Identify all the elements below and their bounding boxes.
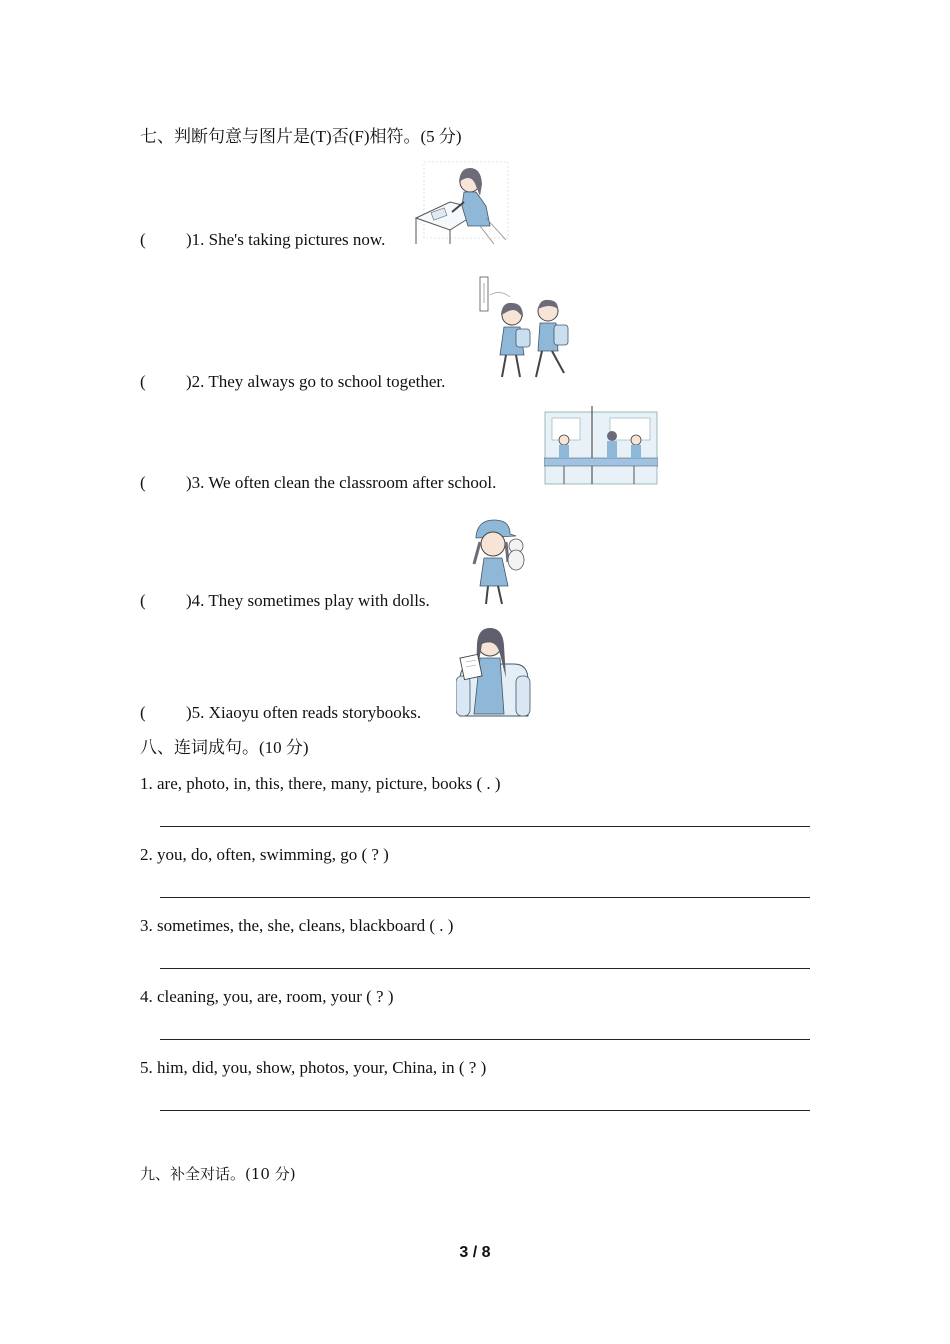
answer-paren: ( [140,591,146,610]
answer-paren: ( [140,230,146,249]
item-text: )3. We often clean the classroom after school. [186,473,497,492]
page-number: 3 / 8 [459,1244,491,1261]
section-7-item-5 [140,703,421,723]
section-7-item-1 [140,230,385,250]
children-walking-to-school-illustration [478,275,578,385]
answer-line-5[interactable] [160,1110,810,1111]
girl-reading-in-armchair-illustration [456,624,532,720]
girl-with-doll-illustration [466,514,532,608]
classroom-cleaning-illustration [544,406,658,486]
answer-paren: ( [140,473,146,492]
item-text: )2. They always go to school together. [186,372,446,391]
answer-line-1[interactable] [160,826,810,827]
section-7-item-3 [140,473,496,493]
sentence-prompt-3: 3. sometimes, the, she, cleans, blackboard ( . ) [140,916,454,935]
section-8-heading: 八、连词成句。(10 分) [140,738,309,757]
answer-paren: ( [140,703,146,722]
answer-line-2[interactable] [160,897,810,898]
answer-paren: ( [140,372,146,391]
sentence-prompt-2: 2. you, do, often, swimming, go ( ? ) [140,845,389,864]
section-7-heading: 七、判断句意与图片是(T)否(F)相符。(5 分) [140,127,462,146]
sentence-prompt-1: 1. are, photo, in, this, there, many, picture, books ( . ) [140,774,501,793]
section-7-item-2 [140,372,445,392]
section-9-heading: 九、补全对话。(10 分) [140,1165,296,1183]
sentence-prompt-5: 5. him, did, you, show, photos, your, China, in ( ? ) [140,1058,487,1077]
item-text: )1. She's taking pictures now. [186,230,386,249]
item-text: )5. Xiaoyu often reads storybooks. [186,703,422,722]
girl-at-desk-illustration [410,160,510,246]
sentence-prompt-4: 4. cleaning, you, are, room, your ( ? ) [140,987,394,1006]
item-text: )4. They sometimes play with dolls. [186,591,430,610]
answer-line-3[interactable] [160,968,810,969]
answer-line-4[interactable] [160,1039,810,1040]
section-7-item-4 [140,591,430,611]
